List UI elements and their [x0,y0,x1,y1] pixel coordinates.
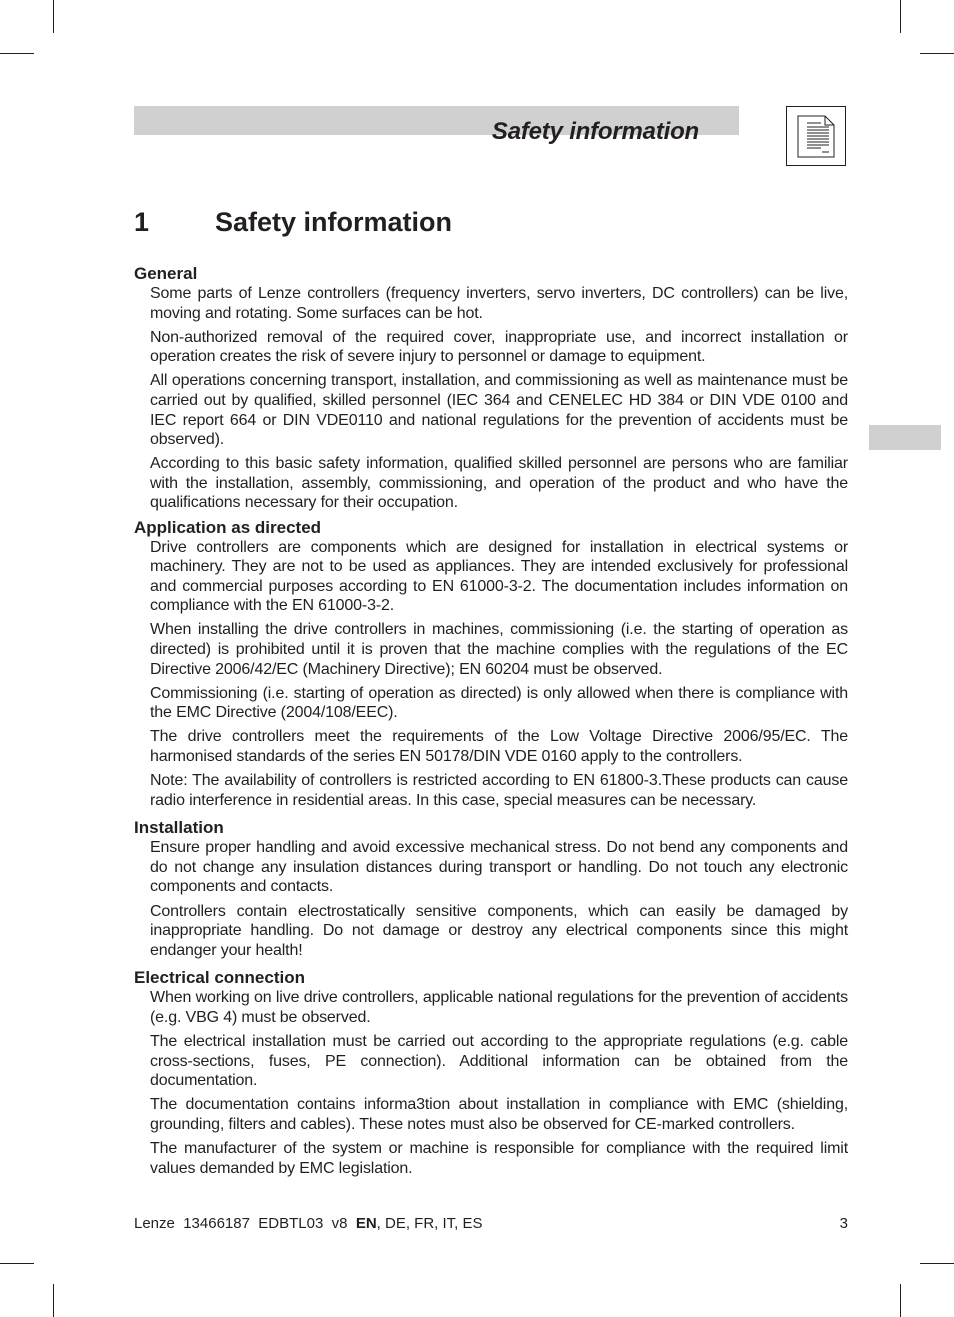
paragraph: The documentation contains informa3tion about installation in compliance with EMC (shielding, grounding, filters and cables). These notes must also be observed for CE-marked controllers. [150,1096,848,1133]
crop-mark [0,1263,34,1264]
paragraph: Controllers contain electrostatically sensitive components, which can easily be damaged by inappropriate handling. Do not damage or destroy any electrical components since this might endanger your health! [150,902,848,959]
footer-text: Lenze 13466187 EDBTL03 v8 [134,1215,356,1232]
paragraph: Note: The availability of controllers is restricted according to EN 61800-3.These products can cause radio interference in residential areas. In this case, special measures can be necessary. [150,772,848,809]
crop-mark [53,0,54,33]
footer-lang-others: , DE, FR, IT, ES [376,1215,483,1232]
paragraph: Commissioning (i.e. starting of operation as directed) is only allowed when there is compliance with the EMC Directive (2004/108/EEC). [150,684,848,722]
crop-mark [920,53,954,54]
chapter-heading [134,207,452,238]
footer-doc-info [134,1215,483,1232]
paragraph: Some parts of Lenze controllers (frequency inverters, servo inverters, DC controllers) can be live, moving and rotating. Some surfaces can be hot. [150,285,848,322]
section-heading: Application as directed [134,517,322,537]
section-heading: Electrical connection [134,968,305,988]
document-icon [786,106,846,166]
paragraph: All operations concerning transport, installation, and commissioning as well as maintenance must be carried out by qualified, skilled personnel (IEC 364 and CENELEC HD 384 or DIN VDE 0100 and IEC report 664 or DIN VDE0110 and national regulations for the prevention of accidents must be observed). [150,372,848,449]
paragraph: Ensure proper handling and avoid excessive mechanical stress. Do not bend any components and do not change any insulation distances during transport or handling. Do not touch any electronic components and contacts. [150,839,848,896]
section-general [134,264,848,513]
paragraph: According to this basic safety information, qualified skilled personnel are persons who are familiar with the installation, assembly, commissioning, and operation of the product and who have the qualifications necessary for their occupation. [150,455,848,512]
paragraph: When working on live drive controllers, applicable national regulations for the prevention of accidents (e.g. VBG 4) must be observed. [150,989,848,1026]
chapter-number: 1 [134,207,150,237]
paragraph: Drive controllers are components which are designed for installation in electrical systems or machinery. They are not to be used as appliances. They are intended exclusively for professional and commercial purposes according to EN 61000-3-2. The documentation includes information on compliance with the EN 61000-3-2. [150,538,848,615]
header-title: Safety information [491,118,699,145]
crop-mark [920,1263,954,1264]
side-tab-marker [869,425,941,450]
section-application [134,518,848,811]
main-content [134,264,848,1183]
paragraph: The manufacturer of the system or machine is responsible for compliance with the required limit values demanded by EMC legislation. [150,1139,848,1177]
crop-mark [900,0,901,33]
paragraph: The drive controllers meet the requirements of the Low Voltage Directive 2006/95/EC. The harmonised standards of the series EN 50178/DIN VDE 0160 apply to the controllers. [150,728,848,765]
page-number: 3 [839,1215,848,1232]
section-heading: General [134,264,198,283]
section-electrical [134,968,848,1178]
crop-mark [53,1284,54,1317]
paragraph: When installing the drive controllers in machines, commissioning (i.e. the starting of operation as directed) is prohibited until it is proven that the machine complies with the regulations of the EC Directive 2006/42/EC (Machinery Directive); EN 60204 must be observed. [150,621,848,678]
paragraph: Non-authorized removal of the required cover, inappropriate use, and incorrect installation or operation creates the risk of severe injury to personnel or damage to equipment. [150,328,848,366]
crop-mark [900,1284,901,1317]
section-heading: Installation [134,818,224,838]
paragraph: The electrical installation must be carried out according to the appropriate regulations (e.g. cable cross-sections, fuses, PE connection). Additional information can be obtained from the documentation. [150,1033,848,1090]
section-installation [134,818,848,960]
crop-mark [0,53,34,54]
chapter-title: Safety information [215,207,453,237]
footer-lang-current: EN [355,1215,377,1232]
